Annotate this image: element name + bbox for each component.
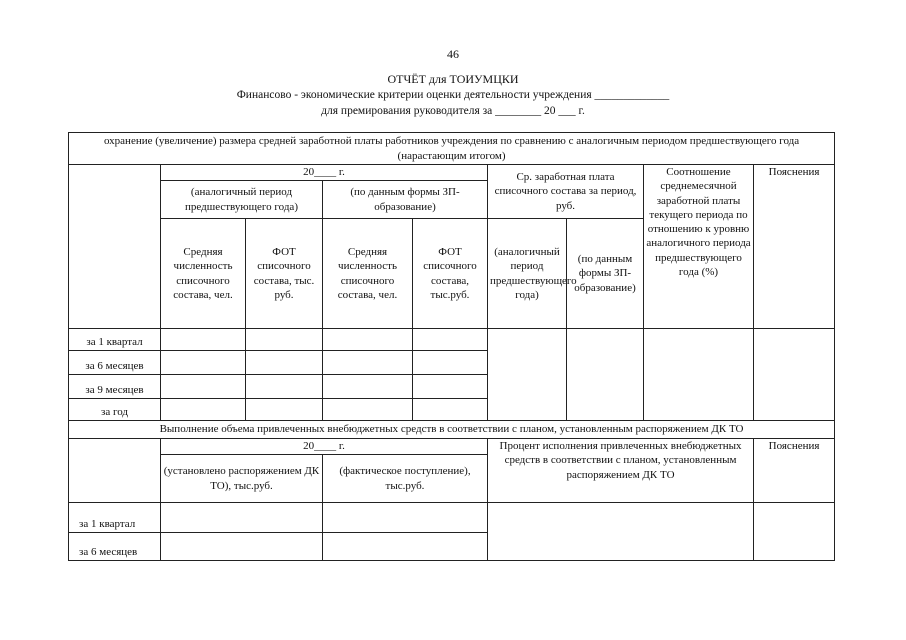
data-cell bbox=[246, 399, 323, 421]
col-avg-count-prev: Средняя численность списочного состава, чел. bbox=[161, 219, 246, 329]
col-salary-prev: (аналогичный период предшествующего года) bbox=[488, 219, 567, 329]
table-row bbox=[69, 503, 835, 533]
section1-title-row bbox=[69, 133, 835, 165]
row-label-header-cell bbox=[69, 165, 161, 329]
data-cell bbox=[567, 329, 644, 421]
criteria-table bbox=[68, 132, 835, 561]
section1-year-header: 20____ г. bbox=[161, 165, 488, 181]
data-cell bbox=[246, 375, 323, 399]
percent-header: Процент исполнения привлеченных внебюджетных средств в соответствии с планом, установленным распоряжением ДК ТО bbox=[488, 439, 754, 503]
table-row bbox=[69, 329, 835, 351]
row-label: за год bbox=[69, 399, 161, 421]
col-fot-prev: ФОТ списочного состава, тыс. руб. bbox=[246, 219, 323, 329]
data-cell bbox=[323, 399, 413, 421]
data-cell bbox=[413, 375, 488, 399]
data-cell bbox=[323, 533, 488, 561]
data-cell bbox=[161, 375, 246, 399]
data-cell bbox=[323, 351, 413, 375]
data-cell bbox=[161, 329, 246, 351]
row-label: за 9 месяцев bbox=[69, 375, 161, 399]
col-salary-form: (по данным формы ЗП-образование) bbox=[567, 219, 644, 329]
data-cell bbox=[161, 503, 323, 533]
section2-header-row-1 bbox=[69, 439, 835, 455]
report-title: ОТЧЁТ для ТОИУМЦКИ bbox=[387, 72, 519, 86]
data-cell bbox=[246, 329, 323, 351]
data-cell bbox=[488, 503, 754, 561]
report-subtitle: Финансово - экономические критерии оценки деятельности учреждения _____________ bbox=[236, 89, 670, 101]
data-cell bbox=[754, 503, 835, 561]
data-cell bbox=[644, 329, 754, 421]
col-planned: (установлено распоряжением ДК ТО), тыс.руб. bbox=[161, 455, 323, 503]
data-cell bbox=[161, 399, 246, 421]
data-cell bbox=[413, 351, 488, 375]
ratio-header: Соотношение среднемесячной заработной платы текущего периода по отношению к уровню аналогичного периода предшествующего года (%) bbox=[644, 165, 754, 329]
data-cell bbox=[488, 329, 567, 421]
row-label: за 1 квартал bbox=[69, 503, 161, 533]
section2-title-row bbox=[69, 421, 835, 439]
col-avg-count-form: Средняя численность списочного состава, чел. bbox=[323, 219, 413, 329]
row-label-header-cell bbox=[69, 439, 161, 503]
row-label: за 6 месяцев bbox=[69, 351, 161, 375]
data-cell bbox=[161, 351, 246, 375]
row-label: за 6 месяцев bbox=[69, 533, 161, 561]
section1-title: охранение (увеличение) размера средней заработной платы работников учреждения по сравнению с аналогичным периодом предшествующего года (нарастающим итогом) bbox=[69, 133, 835, 165]
data-cell bbox=[246, 351, 323, 375]
section1-header-row-1 bbox=[69, 165, 835, 181]
avg-salary-header: Ср. заработная плата списочного состава за период, руб. bbox=[488, 165, 644, 219]
data-cell bbox=[323, 503, 488, 533]
data-cell bbox=[323, 329, 413, 351]
col-actual: (фактическое поступление), тыс.руб. bbox=[323, 455, 488, 503]
data-cell bbox=[413, 329, 488, 351]
section1-notes-header: Пояснения bbox=[754, 165, 835, 329]
data-cell bbox=[413, 399, 488, 421]
row-label: за 1 квартал bbox=[69, 329, 161, 351]
data-cell bbox=[323, 375, 413, 399]
section2-year-header: 20____ г. bbox=[161, 439, 488, 455]
page-number: 46 bbox=[447, 47, 459, 61]
col-fot-form: ФОТ списочного состава, тыс.руб. bbox=[413, 219, 488, 329]
data-cell bbox=[161, 533, 323, 561]
section2-title: Выполнение объема привлеченных внебюджетных средств в соответствии с планом, установленным распоряжением ДК ТО bbox=[69, 421, 835, 439]
data-cell bbox=[754, 329, 835, 421]
report-period-line: для премирования руководителя за ________ 20 ___ г. bbox=[321, 105, 585, 117]
group-form-zp: (по данным формы ЗП-образование) bbox=[323, 181, 488, 219]
section2-notes-header: Пояснения bbox=[754, 439, 835, 503]
group-prev-period: (аналогичный период предшествующего года) bbox=[161, 181, 323, 219]
